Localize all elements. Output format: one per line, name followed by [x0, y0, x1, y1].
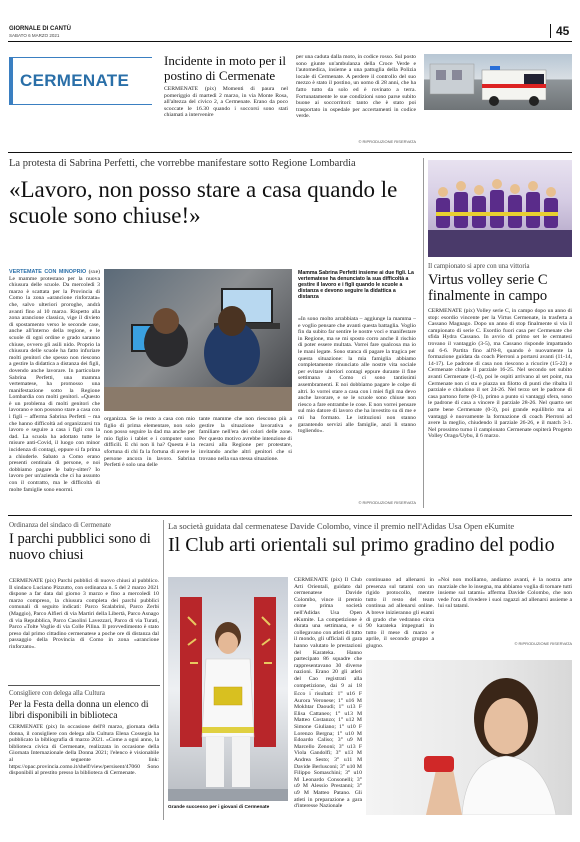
story-moto-title: Incidente in moto per il postino di Cermenate: [164, 53, 287, 83]
parchi-headline: I parchi pubblici sono di nuovo chiusi: [9, 531, 151, 563]
page-number: 45: [556, 24, 570, 38]
lead-sig: © RIPRODUZIONE RISERVATA: [358, 500, 416, 505]
lead-headline: «Lavoro, non posso stare a casa quando le scuole sono chiuse!»: [9, 177, 398, 228]
children-computer-photo-icon: [104, 269, 292, 411]
parchi-body: CERMENATE (pix) Parchi pubblici di nuovo chiusi al pubblico. Il sindaco Luciano Pizzutto, con ordinanza n. 5 del 2 marzo 2021 dispone a far data dal giorno 3 marzo e fino a mercoledì 10 marzo compreso, la chiusura completa dei parchi pubblici comunali di seguito indicati: Parco Scalabrini, Parco Zerbi (Maggio), Parco Alfieri di via Martiri della Libertà, Parco Asnago di via Repubblica, Parco Casolini Lavezzari, Parco di via Turati, Parco «Tolte Voglie di via Colle Pilina. Il provvedimento è stato preso dal primo cittadino cermenatese a poche ore di distanza dal passaggio della Provincia di Como in zona «arancione rinforzato».: [9, 578, 159, 650]
vrule-volley: [423, 158, 424, 508]
rule-parchi: [8, 685, 160, 686]
lead-col1-text: (sxe) Le mamme protestano per la nuova chiusura delle scuole. Da mercoledì 3 marzo è scattata per la Provincia di Como la zona «arancione rinforzata» che, salvo ulteriori proroghe, andrà avanti fino al 10 marzo. Rispetto alla zona arancione classica, vige il divieto di spostamento verso le seconde case, anche all'interno della regione, e le scuole di ogni ordine e grado saranno chiuse, ovvero gli asili nido. Proprio la chiusura delle scuole ha fatto infuriare molti genitori che spesso non riescono a gestire la didattica a distanza dei figli, dovendo anche lavorare. In particolare Sabrina Perfetti, una mamma vertematese, ha promosso una manifestazione sotto la Regione Lombardia con molti genitori. «Questo è un problema di molti genitori che lavorano e non possono stare a casa con i figli – afferma Sabrina Perfetti – ma che hanno difficoltà ad organizzarsi tra lavoro e seguire a casa i figli con la dad. La scuola ha adottato tutte le misure anti-Covid, il luogo con minor incidenza di contagi, eppure si fa prima a chiuderle. Sabato a Como erano presenti centinaia di persone, e noi dobbiamo pagare le baby-sitter? Io lavoro per un'azienda che ci ha assunto con il contratto, ma le difficoltà di molte famiglie sono enormi.: [9, 269, 100, 493]
karate-photo: [168, 577, 288, 801]
page-number-divider: [550, 24, 551, 38]
lead-col3: tante mamme che non riescono più a gestire la situazione lavorativa e familiare nell'era dei colori delle zone. Per questo motivo avrebbe intenzione di recarsi alla Regione per protestare, invitando anche altri genitori che si trovano nella sua stessa situazione.: [199, 416, 292, 462]
masthead-paper: GIORNALE DI CANTÙ: [9, 26, 71, 32]
ambulance-icon: [424, 54, 572, 110]
karate-results: Ecco i risultati: 1° u16 F Aurora Veronese; 1° u16 M Mokhtar Daoudi; 1° u13 F Elisa Cattaneo; 1° u13 M Matteo Costanzo; 1° u12 M Simone Giuliano; 1° u10 F Lorenzo Bergna; 1° u10 M Edoardo Caliso; 3° u9 M Marcello Zenoni; 3° u13 F Viola Gandolfi; 3° u13 M Andrea Sesto; 3° u11 M Davide Berlusconi; 3° u10 M Filippo Somaschini; 3° u10 M Leonardo Consonelli; 3° u9 M Alessio Prestanni; 3° u9 M Matteo Patano. Gli atleti in preparazione a gara d'interesse Nazionale: [294, 691, 362, 810]
volley-kicker: Il campionato si apre con una vittoria: [428, 263, 530, 270]
parchi-kicker: Ordinanza del sindaco di Cermenate: [9, 521, 111, 529]
ambulance-photo: [424, 54, 572, 110]
lead-kicker: La protesta di Sabrina Perfetti, che vorrebbe manifestare sotto Regione Lombardia: [9, 158, 356, 169]
lead-col1: [9, 269, 100, 505]
volley-body: CERMENATE (pix) Volley serie C, in campo dopo un anno di stop: esordio vincente per la Virtus Cermenate, in trasferta a Cassano Magnago. Dopo un anno di stop finalmente si via il campionato di serie C. Esordio fuori casa per Cermenate che sfida Hydra Cassano. In avvio di primo set le cermatesi trovano il vantaggio (3-5), ma Cassano risponde impattando sul 6-6. Partita fino all'8-8, quando è nuovamente la formazione guidata da coach Pierroni a portarsi avanti (11-14, 14-17). Le padrone di casa non riescono a ricucire (15-22) e Cermenate chiude il parziale 16-25. Nel secondo set subito avanti Cermenate (1-4), poi le ospiti arrivano al set point, ma Cermenate non ci sta e piazza un filotto di punti che ribalta il parziale e chiudono il set 24-26. Nel terzo set le padrone di casa partono forte (8-1), primo a punto si vantaggi sfera, sono le padrone di casa a vincere il parziale 28-26. Nel quarto set parte bene Cermenate (0-3), poi grande equilibrio ma ai vantaggi è nuovamente la formazione di coach Pierroni ad avere la meglio, chiudendo il parziale 26-26, e il match 3-1. Nel prossimo turno il campionato Cermenate ospiterà Progetto Volley Orago/Uybu, il 6 marzo.: [428, 308, 572, 440]
karate-child-photo-icon: [168, 577, 288, 801]
biblio-kicker: Consigliere con delega alla Cultura: [9, 690, 105, 697]
masthead-date: SABATO 6 MARZO 2021: [9, 33, 60, 38]
story-moto-sig: © RIPRODUZIONE RISERVATA: [358, 139, 416, 144]
karate-photo-caption: Grande successo per i giovani di Cermenate: [168, 805, 270, 810]
karate-col3: continuano ad allenarsi in presenza sul tatami con un rigido protocollo, mentre tutto il resto del team continua ad allenarsi online. A breve inizieranno gli esami di grado che vedranno circa 90 karateka impegnati in tutto il mese di marzo e aprile, il secondo gruppo a giugno.: [366, 577, 434, 649]
lead-col2: organizza. Se io resto a casa con mio figlio di prima elementare, non solo non posso seguire la dad ma anche per mio figlio i tablet e i computer sono difficili. E chi non li ha? Questa è la sfortuna di chi fa la fortuna di avere le persone ancora in lavoro. Sabrina Perfetti è solo una delle: [104, 416, 195, 469]
story-moto-col2: per una caduta dalla moto, in codice rosso. Sul posto sono giunte un'ambulanza della Croce Verde e l'automedica, insieme a una pattuglia della Polizia locale di Cermenate. A perdere il controllo del suo mezzo è stato il postino, un uomo di 28 anni, che ha fatto tutto da solo ed è rovinato a terra. Fortunatamente le sue condizioni sono parse subito buone ai soccorritori: tanto che è stato poi trasportato in ospedale per accertamenti in codice verde.: [296, 54, 416, 120]
vrule-left: [163, 520, 164, 820]
karate-headline: Il Club arti orientali sul primo gradino del podio: [168, 534, 555, 556]
karate-col1: CERMENATE (pix) Il Club Arti Orientali, guidato dal cermenatese Davide Colombo, vince il premio come prima società nell'Adidas Usa Open eKumite. La competizione è durata una settimana, e si collegavano con atleti di tutto il mondo, gli ufficiali di gara hanno valutato le prestazioni del Karateka. Hanno partecipato 86 squadre che rappresentavano 30 diverse nazioni. Erano 20 gli atleti del Cao registrati alla competizione, dai 9 ai 18: [294, 577, 362, 689]
karate-athlete-photo: [366, 660, 572, 815]
rule-2: [8, 515, 572, 516]
volley-photo: [428, 160, 572, 257]
lead-col4: «In sono molto arrabbiata – aggiunge la mamma – e voglio pensare che avanti questa battaglia. Voglio fin da subito far sentire le nostre voci e manifestare in Regione, ma se mi sposto corro anche il rischio di poter essere multata. Vorrei fare qualcosa ma io le mani legate. Sono stanca di pagare la tragica per questa situazione: la mia famiglia abbiamo completamente rinunciato alle nostre vita sociale per evitare ulteriori contagi eppure durante il fine settimana a Como ci sono tantissimi assembramenti. E noi dobbiamo pagare le colpe di altri. Io vorrei stare a casa con i miei figli ma devo anche lavorare, e se le scuole sono chiuse non riesco a fare entrambe le cose. E non vorrei pensare sul mio datore di lavoro che ha investito su di me e mi ha formato. Le istituzioni non stanno garantendo servizi alle famiglie, anzi li stanno togliendo».: [298, 316, 416, 435]
rule-1: [8, 152, 572, 153]
story-moto-col1: CERMENATE (pix) Momenti di paura nel pomeriggio di martedì 2 marzo, in via Monte Rosa, all'altezza del civico 2, a Cermenate. Erano da poco scoccate le 16.30 quando i soccorsi sono stati chiamati a intervenire: [164, 86, 288, 119]
volley-headline: Virtus volley serie C finalmente in campo: [428, 272, 548, 304]
lead-photo-caption: Mamma Sabrina Perfetti insieme ai due figli. La vertematese ha denunciato la sua difficoltà a gestire il lavoro e i figli quando le scuole a distanza e devono seguire la didattica a distanza: [298, 270, 414, 300]
biblio-body: CERMENATE (pix) In occasione dell'8 marzo, giornata della donna, il consigliere con delega alla Cultura Elena Cossegia ha pubblicato la bibliografia di marzo 2021. «Come a ogni anno, la biblioteca civica di Cermenate, realizzata in occasione della Giornata Internazionale della Donna 2021; l'elenco è visionabile al seguente link: https://opac.provincia.como.it/shelf/view/persisent/47060 Sono disponibili al prestito presso la biblioteca di Cermenate.: [9, 724, 159, 777]
karate-col4: «Noi non molliamo, andiamo avanti, è la nostra arte marziale che lo insegna, ma abbiamo voglia di tornare tutti insieme sul tatami» afferma Davide Colombo, che non vede l'ora di rivedere i suoi ragazzi ad allenarsi assieme a lui sul tatami.: [438, 577, 572, 610]
lead-photo: [104, 269, 292, 411]
karate-kicker: La società guidata dal cermenatese Davide Colombo, vince il premio nell'Adidas Usa Open eKumite: [168, 521, 515, 531]
karate-athlete-icon: [366, 660, 572, 815]
masthead-rule: [8, 41, 572, 42]
lead-col1-kicker: VERTEMATE CON MINOPRIO: [9, 269, 87, 275]
section-name: CERMENATE: [20, 71, 130, 90]
biblio-headline: Per la Festa della donna un elenco di libri disponibili in biblioteca: [9, 700, 149, 721]
karate-sig: © RIPRODUZIONE RISERVATA: [514, 641, 572, 646]
team-photo-icon: [428, 160, 572, 257]
section-banner: [9, 57, 152, 105]
